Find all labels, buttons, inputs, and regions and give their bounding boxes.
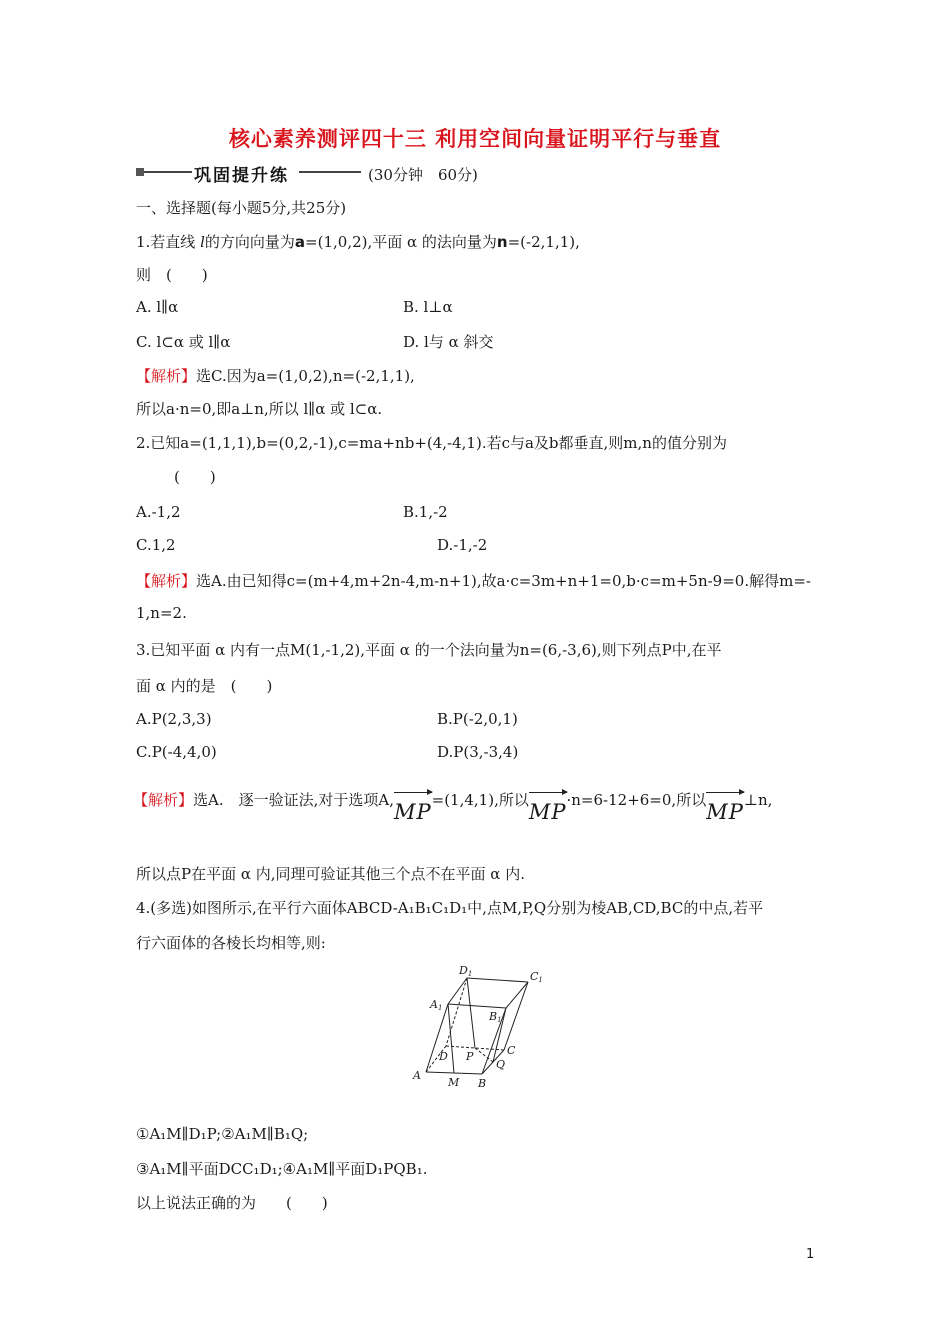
parallelepiped-figure	[410, 964, 550, 1094]
question-3-stem-2: 面 α 内的是 ( )	[136, 677, 273, 695]
q2-option-a: A.-1,2	[136, 503, 181, 521]
section-header	[136, 160, 536, 184]
label-b1: B1	[489, 1010, 502, 1024]
page-title: 核心素养测评四十三 利用空间向量证明平行与垂直	[228, 126, 722, 151]
question-1-stem	[136, 231, 580, 252]
bar-line	[144, 171, 192, 173]
vector-arrow-icon	[394, 792, 432, 793]
q1-var-a: a	[294, 233, 306, 251]
vector-mp	[394, 790, 432, 824]
q3-answer	[133, 789, 772, 824]
q1-option-b: B. l⊥α	[403, 298, 453, 316]
label-a1: A1	[430, 998, 443, 1012]
q1-answer-2: 所以a·n=0,即a⊥n,所以 l∥α 或 l⊂α.	[136, 400, 383, 418]
q1-answer-text: 选C.因为a=(1,0,2),n=(-2,1,1),	[196, 367, 415, 385]
q1-answer	[136, 365, 415, 386]
label-d1: D1	[459, 964, 473, 978]
answer-tag: 【解析】	[136, 572, 197, 590]
label-c1: C1	[530, 970, 543, 984]
q1-option-d: D. l与 α 斜交	[403, 333, 494, 351]
q2-answer-text: 选A.由已知得c=(m+4,m+2n-4,m-n+1),故a·c=3m+n+1=0,b·c=m+5n-9=0.解得m=-	[196, 572, 811, 590]
q3-option-b: B.P(-2,0,1)	[437, 710, 518, 728]
answer-tag: 【解析】	[136, 367, 197, 385]
q3-option-c: C.P(-4,4,0)	[136, 743, 217, 761]
question-2-stem-2: ( )	[174, 468, 216, 486]
bar-dot-icon	[136, 168, 144, 176]
q4-question: 以上说法正确的为 ( )	[136, 1194, 328, 1212]
vector-label: MP	[394, 800, 432, 824]
edge-d1c1	[467, 978, 528, 982]
vector-label: MP	[528, 800, 567, 824]
edge-cc1	[504, 982, 528, 1050]
q1-text: =(1,0,2),平面 α 的法向量为	[305, 233, 497, 251]
q2-answer-2: 1,n=2.	[136, 604, 187, 622]
q3-option-d: D.P(3,-3,4)	[437, 743, 519, 761]
segment-d1p	[467, 978, 475, 1048]
q1-option-c: C. l⊂α 或 l∥α	[136, 333, 231, 351]
q3-answer-text: ⊥n,	[743, 791, 773, 809]
vector-arrow-icon	[706, 792, 744, 793]
segment-a1m	[448, 1004, 454, 1073]
edge-a1d1	[448, 978, 467, 1004]
edge-b1c1	[506, 982, 528, 1008]
bar-line	[299, 171, 361, 173]
vector-mp	[706, 790, 744, 824]
question-4-stem: 4.(多选)如图所示,在平行六面体ABCD-A₁B₁C₁D₁中,点M,P,Q分别为棱AB,CD,BC的中点,若平	[136, 899, 764, 917]
part-heading: 一、选择题(每小题5分,共25分)	[136, 199, 347, 217]
q4-statements-2: ③A₁M∥平面DCC₁D₁;④A₁M∥平面D₁PQB₁.	[136, 1160, 428, 1178]
question-1-stem-2: 则 ( )	[136, 266, 208, 284]
label-a: A	[413, 1069, 421, 1082]
vector-label: MP	[706, 800, 744, 824]
q3-answer-text: 选A. 逐一验证法,对于选项A,	[193, 791, 394, 809]
q1-text: 1.若直线	[136, 233, 201, 251]
q3-answer-text: =(1,4,1),所以	[431, 791, 529, 809]
q1-option-a: A. l∥α	[136, 298, 179, 316]
label-c: C	[507, 1044, 516, 1057]
label-m: M	[448, 1076, 460, 1089]
question-3-stem: 3.已知平面 α 内有一点M(1,-1,2),平面 α 的一个法向量为n=(6,-3,6),则下列点P中,在平	[136, 641, 722, 659]
section-time: (30分钟 60分)	[368, 166, 478, 184]
q1-var-l: l	[200, 233, 205, 251]
question-2-stem: 2.已知a=(1,1,1),b=(0,2,-1),c=ma+nb+(4,-4,1).若c与a及b都垂直,则m,n的值分别为	[136, 434, 727, 452]
label-p: P	[466, 1050, 474, 1063]
question-4-stem-2: 行六面体的各棱长均相等,则:	[136, 934, 326, 952]
answer-tag: 【解析】	[133, 791, 194, 809]
vector-arrow-icon	[529, 792, 567, 793]
q3-option-a: A.P(2,3,3)	[136, 710, 212, 728]
q3-answer-2: 所以点P在平面 α 内,同理可验证其他三个点不在平面 α 内.	[136, 865, 525, 883]
label-q: Q	[496, 1058, 506, 1071]
label-b: B	[478, 1077, 487, 1090]
vector-mp	[529, 790, 567, 824]
section-label: 巩固提升练	[194, 166, 289, 186]
q2-option-d: D.-1,-2	[437, 536, 488, 554]
label-d: D	[439, 1050, 448, 1063]
edge-a1b1	[448, 1004, 506, 1008]
q2-option-c: C.1,2	[136, 536, 176, 554]
q3-answer-text: ·n=6-12+6=0,所以	[566, 791, 707, 809]
q2-option-b: B.1,-2	[403, 503, 448, 521]
q2-answer	[136, 570, 811, 591]
q1-var-n: n	[496, 233, 508, 251]
page-number: 1	[806, 1247, 815, 1262]
q1-text: 的方向向量为	[204, 233, 295, 251]
q4-statements-1: ①A₁M∥D₁P;②A₁M∥B₁Q;	[136, 1125, 309, 1143]
q1-text: =(-2,1,1),	[507, 233, 580, 251]
